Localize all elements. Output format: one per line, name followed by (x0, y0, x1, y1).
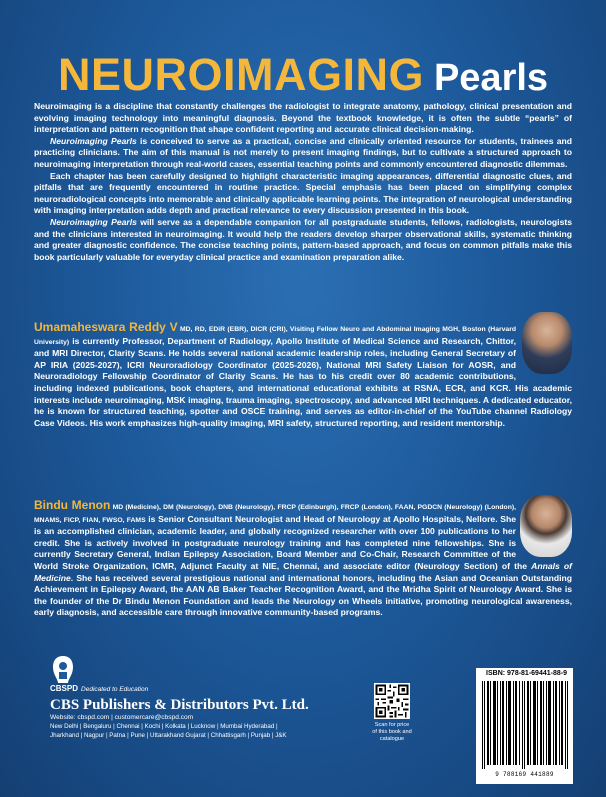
publisher-logo-text (50, 684, 148, 693)
book-title (0, 49, 606, 100)
qr-caption: Scan for price of this book and catalogue (372, 722, 412, 742)
author-bio-text: is Senior Consultant Neurologist and Head of Neurology at Apollo Hospitals, Nellore. She is an accomplished clinician, academic leader, and globally recognized researcher with over 100 publications to her credit. She is actively involved in postgraduate neurology training and has completed nine fellowships. She is currently Secretary General, Indian Epilepsy Association, Board Member and Co-Chair, Research Committee of the World Stroke Organization, ICMR, Adjunct Faculty at NIE, Chennai, and associate editor (Neurology Section) of the (34, 513, 532, 571)
intro-text (34, 101, 572, 263)
author-photo (520, 495, 572, 557)
author-name: Bindu Menon (34, 498, 111, 512)
title-sub: Pearls (433, 57, 549, 99)
barcode-number: 9 788169 441889 (495, 771, 554, 778)
isbn-label: ISBN: 978-81-69441-88-9 (486, 670, 567, 677)
intro-paragraph-4 (34, 217, 572, 263)
author-photo (522, 312, 572, 374)
intro-paragraph-2 (34, 136, 572, 171)
book-title-inline: Neuroimaging Pearls (50, 135, 137, 146)
author-bio-1 (34, 322, 572, 429)
author-bio-text: . She has received several prestigious national and international honors, including the Asian and Oceanian Outstanding Achievement in Epilepsy Award, the AAN AB Baker Teacher Recognition Award, and the Mridha Spirit of Neurology Award. She is the founder of the Dr Bindu Menon Foundation and leads the Neurology on Wheels initiative, promoting neurological awareness, early diagnosis, and accessible care through innovative community-based programs. (34, 572, 572, 618)
title-main: NEUROIMAGING (57, 49, 424, 100)
publisher-locations: New Delhi | Bengaluru | Chennai | Kochi | Kolkata | Lucknow | Mumbai Hyderabad | Jharkhand | Nagpur | Patna | Pune | Uttarakhand Gujarat | Chhattisgarh | Punjab | J&K (50, 723, 287, 739)
journal-name: Annals of Medicine (34, 560, 572, 583)
author-bio-2 (34, 500, 572, 619)
publisher-website: Website: cbspd.com | customercare@cbspd.com (50, 714, 194, 721)
intro-paragraph-3: Each chapter has been carefully designed to highlight characteristic imaging appearances, differential diagnostic clues, and pitfalls that are frequently encountered in routine practice. Special emphasis has been placed on simplifying complex neuroradiological concepts into memorable and clinically applicable learning points. The integration of neurological understanding with imaging interpretation adds depth and practical relevance to every discussion presented in this book. (34, 170, 572, 216)
author-credentials: MD, RD, EDiR (EBR), DICR (CRI), Visiting Fellow Neuro and Abdominal Imaging MGH, Boston (Harvard University) (34, 326, 516, 346)
author-bio-text: is currently Professor, Department of Radiology, Apollo Institute of Medical Science and Research, Chittor, and MRI Director, Clarity Scans. He holds several national academic leadership roles, including General Secretary of AP IRIA (2025-2027), ICRI Neuroradiology Coordinator (2025-2026), National MRI Safety Liaison for AOSR, and Neuroradiology Fellowship Coordinator of Clarity Scans. He has to his credit over 80 academic contributions, including indexed publications, book chapters, and international educational exhibits at RSNA, ECR, and KCR. His academic interests include neuroimaging, MSK imaging, trauma imaging, spectroscopy, and advanced MRI techniques. A dedicated educator, he is known for structured teaching, spotter and OSCE training, and serves as editor-in-chief of the YouTube channel Radiology Case Videos. His work emphasizes high-quality imaging, MRI safety, structured reporting, and resident mentorship. (34, 335, 572, 428)
logo-wordmark: CBSPD (50, 684, 79, 693)
book-title-inline: Neuroimaging Pearls (50, 216, 137, 227)
author-name: Umamaheswara Reddy V (34, 320, 178, 334)
qr-code-icon (374, 683, 410, 719)
publisher-name: CBS Publishers & Distributors Pvt. Ltd. (50, 697, 309, 713)
intro-paragraph-4-text: will serve as a dependable companion for all postgraduate students, fellows, radiologists, neurologists and the clinicians interested in neuroimaging. It would help the readers develop sharper observational skills, systematic thinking and greater diagnostic confidence. The concise teaching points, pattern-based approach, and focus on common pitfalls make this book particularly valuable for everyday clinical practice and examination preparation alike. (34, 216, 572, 262)
publisher-tagline: Dedicated to Education (81, 686, 149, 693)
author-credentials: MD (Medicine), DM (Neurology), DNB (Neurology), FRCP (Edinburgh), FRCP (London), FAAN, PGDCN (Neurology) (London), MNAMS, FICP, FIAN, FWSO, FAMS (34, 504, 517, 524)
publisher-logo-icon (50, 655, 76, 685)
intro-paragraph-2-text: is conceived to serve as a practical, concise and clinically oriented resource for students, trainees and practicing clinicians. The aim of this manual is not merely to present imaging findings, but to cultivate a structured approach to neuroimaging interpretation through real-world cases, essential teaching points and commonly encountered diagnostic dilemmas. (34, 135, 572, 169)
intro-paragraph-1: Neuroimaging is a discipline that constantly challenges the radiologist to integrate anatomy, pathology, clinical presentation and evolving imaging technology into meaningful diagnosis. Beyond the textbook knowledge, it is often the subtle “pearls” of interpretation and pattern recognition that shape confident reporting and accurate clinical decision-making. (34, 101, 572, 135)
barcode-icon (482, 681, 568, 769)
